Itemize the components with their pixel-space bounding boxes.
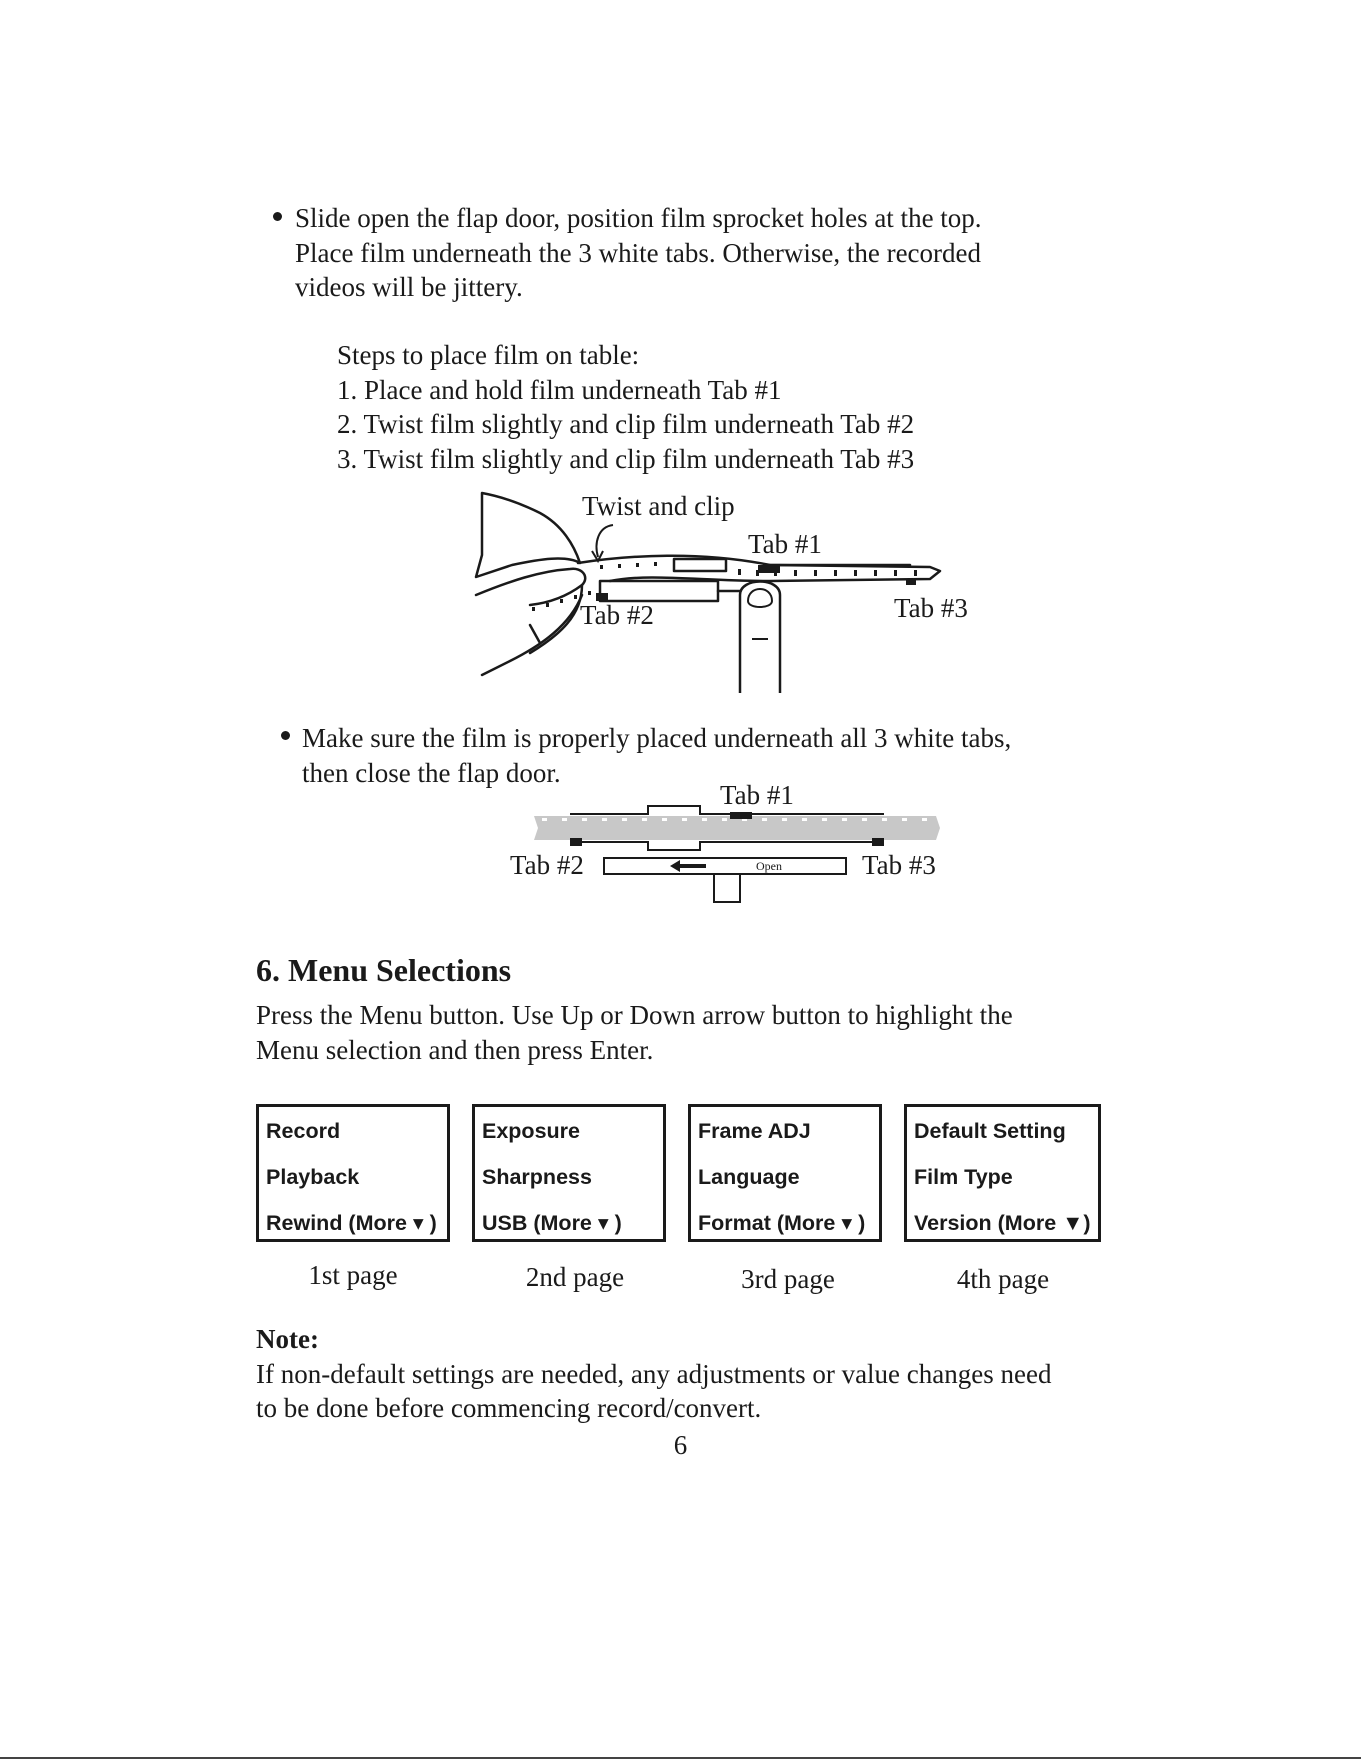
- step-item: 3. Twist film slightly and clip film underneath Tab #3: [337, 443, 915, 474]
- tab1-block: [730, 812, 752, 819]
- step-item: 1. Place and hold film underneath Tab #1: [337, 374, 782, 405]
- menu-item: Rewind (More ▾ ): [266, 1211, 437, 1235]
- tab2-plate: [600, 581, 718, 601]
- section-title: 6. Menu Selections: [256, 952, 512, 988]
- film-strip: [534, 816, 940, 840]
- tab3-label: Tab #3: [894, 593, 968, 623]
- twist-arrow-icon: [597, 525, 613, 557]
- slider-handle: [714, 874, 740, 902]
- menu-item: Language: [698, 1165, 800, 1189]
- section-intro: [256, 998, 1013, 1067]
- menu-item: Film Type: [914, 1165, 1013, 1189]
- film-placement-illustration: [470, 485, 990, 695]
- bullet-paragraph-1: [295, 201, 982, 305]
- paragraph-line: to be done before commencing record/convert.: [256, 1393, 762, 1423]
- left-hand: [476, 493, 580, 577]
- menu-page-2: [472, 1104, 666, 1242]
- tab3-block: [906, 579, 916, 585]
- menu-page-label: 1st page: [308, 1260, 398, 1290]
- twist-and-clip-label: Twist and clip: [582, 491, 735, 521]
- paragraph-line: then close the flap door.: [302, 757, 561, 788]
- open-label: Open: [756, 859, 782, 873]
- paragraph-line: Press the Menu button. Use Up or Down arrow button to highlight the: [256, 1000, 1013, 1030]
- note-title: Note:: [256, 1324, 319, 1354]
- menu-item: Playback: [266, 1165, 360, 1189]
- menu-page-1: [256, 1104, 450, 1242]
- steps-list: [337, 338, 914, 476]
- film-under-tabs-diagram: [500, 778, 950, 904]
- tab3-label: Tab #3: [862, 850, 936, 880]
- thumb: [740, 582, 780, 694]
- menu-item: Record: [266, 1119, 341, 1143]
- note-block: [256, 1322, 1051, 1426]
- page-number: 6: [673, 1430, 688, 1460]
- tab2-label: Tab #2: [510, 850, 584, 880]
- slider-track: [604, 858, 846, 874]
- paragraph-line: videos will be jittery.: [295, 272, 523, 302]
- page-edge-rule: [0, 1757, 1361, 1759]
- menu-item: Exposure: [482, 1119, 580, 1143]
- menu-item: Version (More ▼): [914, 1211, 1091, 1235]
- tab3-block: [872, 838, 884, 846]
- menu-item: Sharpness: [482, 1165, 592, 1189]
- steps-heading: Steps to place film on table:: [337, 340, 640, 370]
- menu-item: USB (More ▾ ): [482, 1211, 622, 1235]
- menu-page-label: 2nd page: [525, 1262, 625, 1292]
- bullet-dot: [273, 212, 282, 221]
- menu-item: Default Setting: [914, 1119, 1066, 1143]
- arrow-left-icon: [670, 860, 706, 872]
- paragraph-line: Place film underneath the 3 white tabs. Otherwise, the recorded: [295, 237, 982, 268]
- step-item: 2. Twist film slightly and clip film underneath Tab #2: [337, 409, 915, 439]
- paragraph-line: Menu selection and then press Enter.: [256, 1034, 654, 1065]
- menu-page-4: [904, 1104, 1101, 1242]
- paragraph-line: Slide open the flap door, position film sprocket holes at the top.: [295, 203, 982, 233]
- tab1-label: Tab #1: [748, 529, 822, 559]
- bullet-dot: [281, 731, 290, 740]
- tab1-label: Tab #1: [720, 780, 794, 810]
- tab1-plate: [674, 559, 726, 571]
- tab2-label: Tab #2: [580, 600, 654, 630]
- paragraph-line: Make sure the film is properly placed underneath all 3 white tabs,: [302, 723, 1012, 753]
- menu-item: Frame ADJ: [698, 1119, 811, 1143]
- menu-item: Format (More ▾ ): [698, 1211, 866, 1235]
- menu-page-3: [688, 1104, 882, 1242]
- tab2-block: [570, 838, 582, 846]
- menu-page-label: 4th page: [956, 1264, 1050, 1294]
- tab1-block: [758, 565, 780, 573]
- menu-page-label: 3rd page: [741, 1264, 835, 1294]
- paragraph-line: If non-default settings are needed, any adjustments or value changes need: [256, 1358, 1052, 1389]
